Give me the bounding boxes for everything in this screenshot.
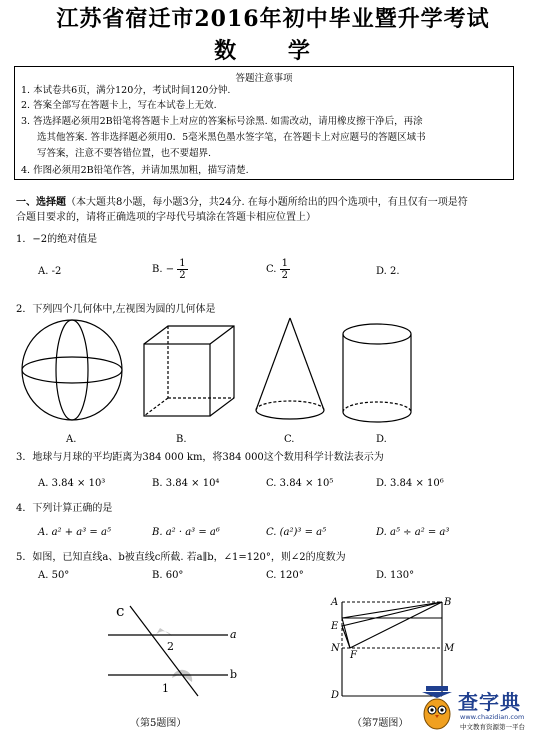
- fig5-label-2: 2: [167, 640, 174, 653]
- fig7-label-b: B: [444, 597, 452, 608]
- q1-option-c-label: C.: [266, 264, 277, 275]
- section-description-2: 合题目要求的，请将正确选项的字母代号填涂在答题卡相应位置上）: [16, 212, 316, 223]
- q2-label-b: B.: [176, 434, 187, 445]
- fig5-label-b: b: [230, 668, 238, 681]
- q4-option-d: D. a⁵ ÷ a² = a³: [376, 527, 450, 538]
- q2-label-a: A.: [66, 434, 77, 445]
- notice-item-3-line-3: 写答案，注意不要答错位置，也不要超界.: [37, 148, 212, 159]
- q1-option-d: D. 2.: [376, 266, 400, 277]
- q3-stem: 3．地球与月球的平均距离为384 000 km，将384 000这个数用科学计数法表示为: [16, 452, 384, 463]
- fig7-label-m: M: [444, 643, 455, 654]
- page-title: 江苏省宿迁市2016年初中毕业暨升学考试: [56, 6, 490, 32]
- q1-option-b-label: B. −: [152, 264, 175, 275]
- q1-b-numerator: 1: [179, 258, 186, 269]
- fig5-label-1: 1: [162, 682, 169, 695]
- logo-url: www.chazidian.com: [460, 713, 525, 721]
- q1-b-denominator: 2: [179, 270, 186, 281]
- fig7-caption: （第7题图）: [352, 718, 409, 729]
- q3-option-d: D. 3.84 × 10⁶: [376, 478, 444, 489]
- q3-option-c: C. 3.84 × 10⁵: [266, 478, 334, 489]
- q5-option-d: D. 130°: [376, 570, 415, 581]
- q1-option-b: [152, 258, 188, 281]
- q5-stem: 5．如图，已知直线a、b被直线c所截. 若a∥b，∠1=120°，则∠2的度数为: [16, 552, 346, 563]
- q4-option-b: B. a² · a³ = a⁶: [152, 527, 220, 538]
- fig7-label-a: A: [331, 597, 339, 608]
- q4-option-c: C. (a²)³ = a⁵: [266, 527, 327, 538]
- section-heading-line: [16, 197, 468, 209]
- section-heading: 一、选择题: [16, 197, 66, 208]
- fig7-label-f: F: [350, 650, 357, 661]
- cube-figure: [144, 326, 234, 416]
- q3-option-b: B. 3.84 × 10⁴: [152, 478, 220, 489]
- q2-label-c: C.: [284, 434, 295, 445]
- q5-option-c: C. 120°: [266, 570, 304, 581]
- q2-figures: [0, 318, 546, 430]
- q1-c-numerator: 1: [281, 258, 289, 269]
- logo-name: 查字典: [458, 690, 521, 714]
- fig7-label-n: N: [331, 643, 340, 654]
- notice-item-2: 2. 答案全部写在答题卡上，写在本试卷上无效.: [21, 100, 217, 111]
- notice-item-1: 1. 本试卷共6页，满分120分，考试时间120分钟.: [21, 85, 231, 96]
- fig5-caption: （第5题图）: [130, 718, 187, 729]
- q5-option-b: B. 60°: [152, 570, 184, 581]
- q1-option-c-fraction: [280, 258, 290, 281]
- section-description: （本大题共8小题，每小题3分，共24分. 在每小题所给出的四个选项中，有且仅有一项是符: [66, 197, 468, 208]
- chazidian-logo: [420, 684, 542, 734]
- notice-item-3-line-2: 选其他答案. 答非选择题必须用0．5毫米黑色墨水签字笔，在答题卡上对应题号的答题区域书: [37, 132, 426, 143]
- notice-title: 答题注意事项: [235, 73, 293, 84]
- cone-figure: [256, 318, 324, 419]
- q4-stem: 4．下列计算正确的是: [16, 503, 113, 514]
- notice-item-3: 3. 答选择题必须用2B铅笔将答题卡上对应的答案标号涂黑. 如需改动，请用橡皮擦干净后，再涂: [21, 116, 423, 127]
- fig7-label-d: D: [331, 690, 340, 701]
- notice-item-4: 4. 作图必须用2B铅笔作答，并请加黑加粗，描写清楚.: [21, 165, 249, 176]
- q2-stem: 2．下列四个几何体中,左视图为圆的几何体是: [16, 304, 216, 315]
- fig7-label-e: E: [331, 621, 339, 632]
- sphere-figure: [22, 320, 122, 420]
- q1-option-a: A. -2: [38, 266, 62, 277]
- q1-option-b-fraction: [177, 258, 187, 281]
- notice-box: [14, 66, 514, 180]
- q1-option-c: [266, 258, 290, 281]
- owl-mascot-icon: [420, 686, 454, 730]
- q1-c-denominator: 2: [281, 270, 289, 281]
- fig5-label-a: a: [230, 628, 237, 641]
- logo-slogan: 中文教育资源第一平台: [460, 723, 525, 731]
- q4-option-a: A. a² + a³ = a⁵: [38, 527, 111, 538]
- q5-option-a: A. 50°: [38, 570, 70, 581]
- fig5-label-c: c: [116, 602, 125, 620]
- q2-label-d: D.: [376, 434, 387, 445]
- q1-stem: 1．−2的绝对值是: [16, 234, 98, 245]
- cylinder-figure: [343, 324, 411, 422]
- subject-title: 数 学: [214, 38, 332, 64]
- q3-option-a: A. 3.84 × 10³: [38, 478, 106, 489]
